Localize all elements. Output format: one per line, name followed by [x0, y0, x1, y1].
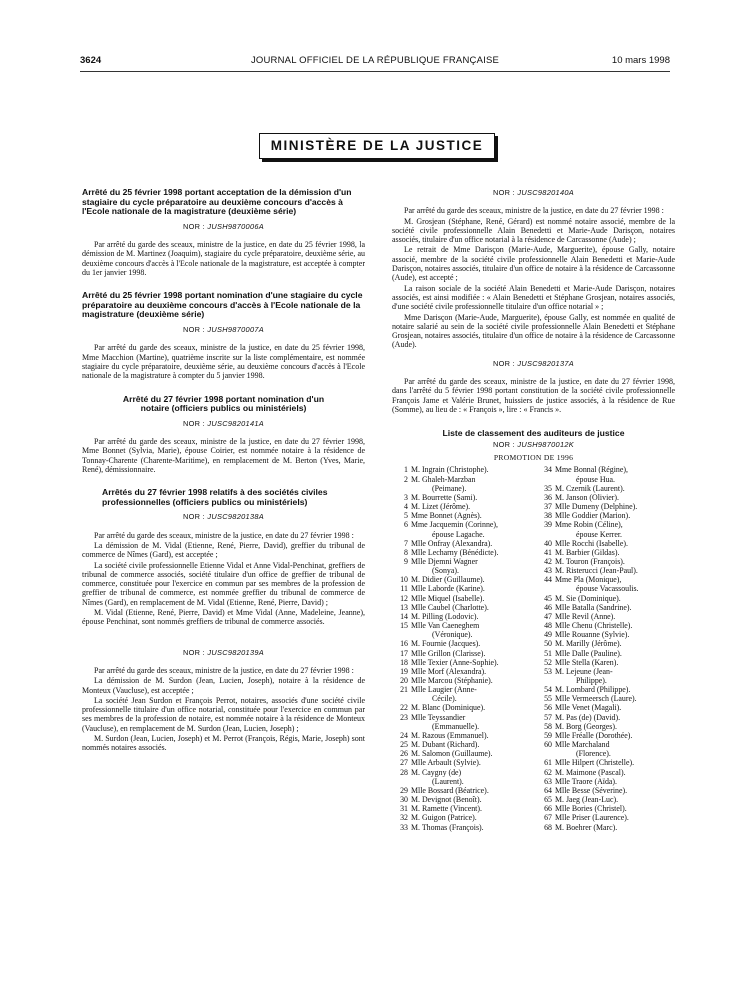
list-item: [392, 502, 531, 511]
list-item: [392, 475, 531, 484]
auditor-name: Mlle Revil (Anne).: [555, 611, 616, 621]
paragraph: Mme Darisçon (Marie-Aude, Marguerite), épouse Gally, est nommée en qualité de notaire salarié au sein de la société civile professionnelle Alain Benedetti et Stéphane Grosjean, notaires associés, titulaire d'un office de notaire à la résidence de Carcassonne (Aude).: [392, 312, 675, 350]
rank-number: 26: [400, 749, 408, 759]
list-item: [392, 813, 531, 822]
rank-number: 68: [544, 822, 552, 832]
list-item: [536, 777, 675, 786]
auditor-name: M. Dubant (Richard).: [411, 740, 480, 750]
issue-date: 10 mars 1998: [611, 55, 670, 66]
auditor-name: M. Lejeune (Jean-: [555, 666, 613, 676]
auditor-name: Mlle Miquel (Isabelle).: [411, 593, 485, 603]
list-title: Liste de classement des auditeurs de justice: [442, 428, 625, 439]
rank-number: 53: [544, 666, 552, 676]
rank-number: 39: [544, 520, 552, 530]
list-item: [392, 575, 531, 584]
rank-number: 11: [400, 584, 408, 594]
auditor-name: M. Blanc (Dominique).: [411, 703, 486, 713]
paragraph: M. Grosjean (Stéphane, René, Gérard) est nommé notaire associé, membre de la société civile professionnelle Alain Benedetti et Marie-Aude Darisçon, notaires associés, titulaire d'un office notarial à la résidence de Carcassonne (Aude) ;: [392, 216, 675, 245]
paragraph: La démission de M. Surdon (Jean, Lucien, Joseph), notaire à la résidence de Monteux (Vaucluse), est acceptée ;: [82, 676, 365, 695]
auditor-name: Mlle Marcou (Stéphanie).: [411, 676, 493, 686]
rank-number: 44: [544, 575, 552, 585]
list-item: [536, 740, 675, 749]
list-item: [536, 465, 675, 474]
rank-number: 34: [544, 465, 552, 475]
auditor-name: M. Fournie (Jacques).: [411, 639, 481, 649]
paragraph: Par arrêté du garde des sceaux, ministre de la justice, en date du 27 février 1998, dans l'arrêté du 5 février 1998 portant constitution de la société civile professionnelle François Jame et Valérie Brunet, huissiers de justice associés, à la résidence de Rue (Somme), au lieu de : « François », lire : « Francis ».: [392, 377, 675, 414]
list-item: (Sonya).: [432, 566, 459, 576]
auditor-name: M. Lombard (Philippe).: [555, 685, 631, 695]
rank-number: 31: [400, 804, 408, 814]
list-item: [536, 630, 675, 639]
list-item: [392, 548, 531, 557]
nor-reference: NOR : JUSC9820141A: [183, 418, 264, 428]
rank-number: 15: [400, 621, 408, 631]
auditor-name: M. Janson (Olivier).: [555, 492, 619, 502]
auditor-name: Mlle Venet (Magali).: [555, 703, 622, 713]
rank-number: 67: [544, 813, 552, 823]
list-item: (Peimane).: [432, 483, 467, 493]
list-item: [536, 566, 675, 575]
list-item: [392, 804, 531, 813]
rank-number: 40: [544, 538, 552, 548]
rank-number: 33: [400, 822, 408, 832]
list-item: [392, 511, 531, 520]
auditor-name: Mlle Djemni Wagner: [411, 556, 478, 566]
rank-number: 4: [404, 502, 408, 512]
auditor-name: Mlle Caubel (Charlotte).: [411, 602, 489, 612]
rank-number: 1: [404, 465, 408, 475]
rank-number: 12: [400, 593, 408, 603]
list-item: [392, 740, 531, 749]
list-item: [392, 658, 531, 667]
header-rule: [80, 71, 670, 72]
list-item: [536, 667, 675, 676]
auditor-name: Mlle Stella (Karen).: [555, 657, 619, 667]
auditor-name: M. Guigon (Patrice).: [411, 813, 477, 823]
rank-number: 55: [544, 694, 552, 704]
list-item: épouse Hua.: [576, 474, 616, 484]
ranking-list-left: [392, 465, 531, 831]
auditor-name: Mlle Rocchi (Isabelle).: [555, 538, 628, 548]
auditor-name: M. Devignot (Benoît).: [411, 795, 482, 805]
ministry-heading: MINISTÈRE DE LA JUSTICE: [259, 133, 495, 159]
right-column: [392, 188, 675, 832]
page-header: [80, 55, 670, 69]
rank-number: 66: [544, 804, 552, 814]
list-item: [392, 493, 531, 502]
nor-reference: NOR : JUSH9870012K: [493, 439, 574, 449]
nor-reference: NOR : JUSC9820140A: [493, 188, 574, 197]
rank-number: 9: [404, 556, 408, 566]
auditor-name: Mlle Rouanne (Sylvie).: [555, 630, 630, 640]
list-item: [536, 594, 675, 603]
rank-number: 50: [544, 639, 552, 649]
nor-reference: NOR : JUSC9820138A: [183, 512, 264, 522]
auditor-name: M. Borg (Georges).: [555, 721, 617, 731]
list-item: Cécile).: [432, 694, 457, 704]
auditor-name: M. Razous (Emmanuel).: [411, 730, 489, 740]
rank-number: 37: [544, 502, 552, 512]
rank-number: 49: [544, 630, 552, 640]
auditor-name: M. Risterucci (Jean-Paul).: [555, 566, 638, 576]
paragraph: Par arrêté du garde des sceaux, ministre de la justice, en date du 25 février 1998, Mme Macchion (Martine), quatrième inscrite sur la liste complémentaire, est nommée stagiaire du cycle préparatoire, deuxième série, au deuxième concours d'accès à l'Ecole nationale de la magistrature à compter du 5 janvier 1998.: [82, 343, 365, 381]
list-item: [536, 731, 675, 740]
rank-number: 3: [404, 492, 408, 502]
list-item: (Emmanuelle).: [432, 721, 480, 731]
auditor-name: M. Bourrette (Sami).: [411, 492, 478, 502]
list-item: [392, 676, 531, 685]
paragraph: La société Jean Surdon et François Perrot, notaires, associés d'une société civile professionnelle titulaire d'un office notarial, constituée pour l'exercice en commun par ses membres de la profession de notaire, est nommée notaire à la résidence de Monteux (Vaucluse), en remplacement de M. Surdon (Jean, Lucien, Joseph) ;: [82, 695, 365, 733]
list-item: [536, 768, 675, 777]
list-item: [536, 548, 675, 557]
rank-number: 64: [544, 785, 552, 795]
auditor-name: Mlle Laborde (Karine).: [411, 584, 485, 594]
auditor-name: M. Ghaleh-Marzban: [411, 474, 476, 484]
rank-number: 8: [404, 547, 408, 557]
auditor-name: M. Maimone (Pascal).: [555, 767, 626, 777]
rank-number: 47: [544, 611, 552, 621]
rank-number: 36: [544, 492, 552, 502]
rank-number: 46: [544, 602, 552, 612]
paragraph: La démission de M. Vidal (Etienne, René, Pierre, David), greffier du tribunal de commerce de Nîmes (Gard), est acceptée ;: [82, 540, 365, 560]
list-item: [392, 557, 531, 566]
paragraph: M. Surdon (Jean, Lucien, Joseph) et M. Perrot (François, Régis, Marie, Joseph) sont nommés notaires associés.: [82, 734, 365, 753]
rank-number: 52: [544, 657, 552, 667]
rank-number: 10: [400, 575, 408, 585]
list-item: [392, 731, 531, 740]
list-item: [536, 575, 675, 584]
list-item: [536, 795, 675, 804]
list-item: [536, 502, 675, 511]
list-item: [536, 539, 675, 548]
list-item: [536, 621, 675, 630]
rank-number: 5: [404, 511, 408, 521]
list-item: épouse Kerrer.: [576, 529, 623, 539]
list-item: [536, 557, 675, 566]
rank-number: 43: [544, 566, 552, 576]
auditor-name: Mlle Van Caeneghem: [411, 621, 480, 631]
rank-number: 57: [544, 712, 552, 722]
list-item: [392, 649, 531, 658]
list-item: [392, 713, 531, 722]
auditor-name: M. Pas (de) (David).: [555, 712, 621, 722]
list-item: [392, 594, 531, 603]
list-item: [392, 465, 531, 474]
auditor-name: M. Czernik (Laurent).: [555, 483, 625, 493]
rank-number: 56: [544, 703, 552, 713]
list-item: [392, 667, 531, 676]
rank-number: 65: [544, 795, 552, 805]
rank-number: 58: [544, 721, 552, 731]
rank-number: 42: [544, 556, 552, 566]
auditor-name: Mlle Chenu (Christelle).: [555, 621, 633, 631]
nor-reference: NOR : JUSH9870007A: [183, 325, 264, 335]
paragraph: La société civile professionnelle Etienne Vidal et Anne Vidal-Penchinat, greffiers de tribunal de commerce associés, société titulaire d'un office de greffier de tribunal de commerce, constituée pour l'exercice en commun par ses membres de la profession de greffier de tribunal de commerce, est nommée greffier du tribunal de commerce de Nîmes (Gard), en remplacement de M. Vidal (Etienne, René, Pierre, David) ;: [82, 560, 365, 607]
auditor-name: Mlle Dalle (Pauline).: [555, 648, 622, 658]
auditor-name: M. Caygny (de): [411, 767, 462, 777]
auditor-name: Mlle Bories (Christel).: [555, 804, 627, 814]
list-item: [536, 493, 675, 502]
auditor-name: Mlle Teyssandier: [411, 712, 466, 722]
list-item: [392, 749, 531, 758]
list-item: [392, 703, 531, 712]
auditor-name: M. Touron (François).: [555, 556, 625, 566]
auditor-name: M. Pilling (Lodovic).: [411, 611, 479, 621]
rank-number: 38: [544, 511, 552, 521]
auditor-name: Mlle Marchaland: [555, 740, 610, 750]
auditor-name: M. Barbier (Gildas).: [555, 547, 620, 557]
paragraph: Par arrêté du garde des sceaux, ministre de la justice, en date du 27 février 1998 :: [404, 206, 664, 216]
list-item: [536, 694, 675, 703]
left-column: [82, 188, 365, 754]
promotion-heading: PROMOTION DE 1996: [493, 453, 574, 463]
list-item: [392, 685, 531, 694]
auditor-name: Mlle Lecharny (Bénédicte).: [411, 547, 499, 557]
rank-number: 18: [400, 657, 408, 667]
list-item: (Florence).: [576, 749, 611, 759]
auditor-name: Mme Robin (Céline),: [555, 520, 623, 530]
auditor-name: Mlle Bossard (Béatrice).: [411, 785, 489, 795]
list-item: [536, 639, 675, 648]
auditor-name: Mlle Vermeersch (Laure).: [555, 694, 637, 704]
auditor-name: M. Jaeg (Jean-Luc).: [555, 795, 619, 805]
list-item: épouse Lagache.: [432, 529, 485, 539]
list-item: [536, 685, 675, 694]
rank-number: 13: [400, 602, 408, 612]
auditor-name: M. Lizet (Jérôme).: [411, 502, 471, 512]
list-item: [536, 649, 675, 658]
list-item: [392, 584, 531, 593]
rank-number: 24: [400, 730, 408, 740]
article-title: Arrêtés du 27 février 1998 relatifs à des sociétés civiles professionnelles (officiers publics ou ministériels): [102, 487, 328, 507]
list-item: [392, 758, 531, 767]
rank-number: 61: [544, 758, 552, 768]
rank-number: 6: [404, 520, 408, 530]
list-item: [392, 639, 531, 648]
list-item: [536, 804, 675, 813]
rank-number: 29: [400, 785, 408, 795]
auditor-name: M. Salomon (Guillaume).: [411, 749, 493, 759]
list-item: [536, 823, 675, 832]
list-item: [392, 621, 531, 630]
paragraph: Par arrêté du garde des sceaux, ministre de la justice, en date du 25 février 1998, la démission de M. Martinez (Joaquim), stagiaire du cycle préparatoire, deuxième série, au deuxième concours d'accès à l'Ecole nationale de la magistrature, est acceptée à compter du 1er janvier 1998.: [82, 240, 365, 277]
rank-number: 62: [544, 767, 552, 777]
nor-reference: NOR : JUSC9820139A: [183, 647, 264, 657]
auditor-name: M. Boehrer (Marc).: [555, 822, 618, 832]
auditor-name: Mlle Laugier (Anne-: [411, 685, 477, 695]
auditor-name: Mlle Priser (Laurence).: [555, 813, 629, 823]
auditor-name: Mme Pla (Monique),: [555, 575, 622, 585]
auditor-name: Mlle Besse (Séverine).: [555, 785, 628, 795]
list-item: [536, 520, 675, 529]
list-item: [536, 713, 675, 722]
list-item: (Véronique).: [432, 630, 473, 640]
rank-number: 27: [400, 758, 408, 768]
list-item: [536, 484, 675, 493]
rank-number: 23: [400, 712, 408, 722]
list-item: épouse Vacassoulis.: [576, 584, 639, 594]
auditor-name: Mlle Grillon (Clarisse).: [411, 648, 486, 658]
ranking-list-right: [536, 465, 675, 831]
list-item: [536, 658, 675, 667]
rank-number: 7: [404, 538, 408, 548]
auditor-name: Mlle Traore (Aïda).: [555, 776, 618, 786]
rank-number: 25: [400, 740, 408, 750]
list-item: [536, 703, 675, 712]
rank-number: 17: [400, 648, 408, 658]
auditor-name: Mlle Onfray (Alexandra).: [411, 538, 493, 548]
journal-title: JOURNAL OFFICIEL DE LA RÉPUBLIQUE FRANÇAISE: [250, 55, 500, 66]
article-title: Arrêté du 25 février 1998 portant nomination d'une stagiaire du cycle préparatoire au deuxième concours d'accès à l'Ecole nationale de la magistrature (deuxième série): [82, 290, 363, 320]
rank-number: 28: [400, 767, 408, 777]
page-number: 3624: [80, 55, 102, 66]
auditor-name: Mlle Texier (Anne-Sophie).: [411, 657, 499, 667]
rank-number: 32: [400, 813, 408, 823]
rank-number: 16: [400, 639, 408, 649]
paragraph: Par arrêté du garde des sceaux, ministre de la justice, en date du 27 février 1998 :: [94, 665, 354, 675]
list-item: [392, 823, 531, 832]
rank-number: 54: [544, 685, 552, 695]
paragraph: Le retrait de Mme Darisçon (Marie-Aude, Marguerite), épouse Gally, notaire associé, membre de la société civile professionnelle Alain Benedetti et Marie-Aude Darisçon, notaires associés, titulaire d'un office de notaire à la résidence de Carcassonne (Aude), est accepté ;: [392, 245, 675, 283]
nor-reference: NOR : JUSC9820137A: [493, 358, 574, 368]
auditor-name: M. Marilly (Jérôme).: [555, 639, 622, 649]
list-item: [392, 520, 531, 529]
rank-number: 19: [400, 666, 408, 676]
rank-number: 22: [400, 703, 408, 713]
auditor-name: Mlle Morf (Alexandra).: [411, 666, 487, 676]
list-item: [392, 539, 531, 548]
rank-number: 21: [400, 685, 408, 695]
rank-number: 48: [544, 621, 552, 631]
rank-number: 35: [544, 483, 552, 493]
auditor-name: Mlle Arbault (Sylvie).: [411, 758, 481, 768]
auditor-name: Mlle Goddier (Marion).: [555, 511, 631, 521]
auditor-name: Mme Jacquemin (Corinne),: [411, 520, 498, 530]
list-item: [392, 795, 531, 804]
list-item: [392, 768, 531, 777]
auditor-name: Mme Bonnal (Régine),: [555, 465, 628, 475]
article-title: Arrêté du 25 février 1998 portant acceptation de la démission d'un stagiaire du cycle préparatoire au deuxième concours d'accès à l'Ecole nationale de la magistrature (deuxième série): [82, 187, 352, 217]
list-item: [536, 722, 675, 731]
rank-number: 59: [544, 730, 552, 740]
auditor-name: M. Thomas (François).: [411, 822, 484, 832]
list-item: [392, 603, 531, 612]
ranking-list: [392, 465, 675, 831]
list-item: [536, 758, 675, 767]
rank-number: 51: [544, 648, 552, 658]
nor-reference: NOR : JUSH9870006A: [183, 221, 264, 231]
paragraph: M. Vidal (Etienne, René, Pierre, David) et Mme Vidal (Anne, Madeleine, Jeanne), épouse Penchinat, sont nommés greffiers de tribunal de commerce associés.: [82, 608, 365, 627]
auditor-name: Mlle Fréalle (Dorothée).: [555, 730, 633, 740]
auditor-name: M. Ingrain (Christophe).: [411, 465, 489, 475]
auditor-name: Mlle Hilpert (Christelle).: [555, 758, 635, 768]
list-item: [392, 612, 531, 621]
rank-number: 30: [400, 795, 408, 805]
rank-number: 41: [544, 547, 552, 557]
rank-number: 20: [400, 676, 408, 686]
rank-number: 14: [400, 611, 408, 621]
auditor-name: Mlle Dumeny (Delphine).: [555, 502, 638, 512]
rank-number: 63: [544, 776, 552, 786]
list-item: [536, 603, 675, 612]
paragraph: Par arrêté du garde des sceaux, ministre de la justice, en date du 27 février 1998 :: [94, 530, 354, 540]
auditor-name: M. Sie (Dominique).: [555, 593, 621, 603]
list-item: [536, 786, 675, 795]
list-item: Philippe).: [576, 676, 607, 686]
rank-number: 60: [544, 740, 552, 750]
article-title: Arrêté du 27 février 1998 portant nomination d'un notaire (officiers publics ou ministériels): [122, 393, 325, 414]
auditor-name: Mlle Batalla (Sandrine).: [555, 602, 632, 612]
auditor-name: M. Didier (Guillaume).: [411, 575, 485, 585]
list-item: [536, 813, 675, 822]
rank-number: 45: [544, 593, 552, 603]
auditor-name: Mme Bonnet (Agnès).: [411, 511, 482, 521]
paragraph: La raison sociale de la société Alain Benedetti et Marie-Aude Darisçon, notaires associés, est ainsi modifiée : « Alain Benedetti et Stéphane Grosjean, notaires associés, d'une société civile professionnelle titulaire d'un office notarial » ;: [392, 283, 675, 312]
paragraph: Par arrêté du garde des sceaux, ministre de la justice, en date du 27 février 1998, Mme Bonnet (Sylvia, Marie), épouse Coirier, est nommée notaire à la résidence de Tonnay-Charente (Charente-Maritime), en remplacement de M. Berton (Yves, Marie, René), démissionnaire.: [82, 437, 365, 474]
list-item: (Laurent).: [432, 776, 464, 786]
auditor-name: M. Ramette (Vincent).: [411, 804, 482, 814]
list-item: [536, 511, 675, 520]
list-item: [536, 612, 675, 621]
rank-number: 2: [404, 474, 408, 484]
list-item: [392, 786, 531, 795]
